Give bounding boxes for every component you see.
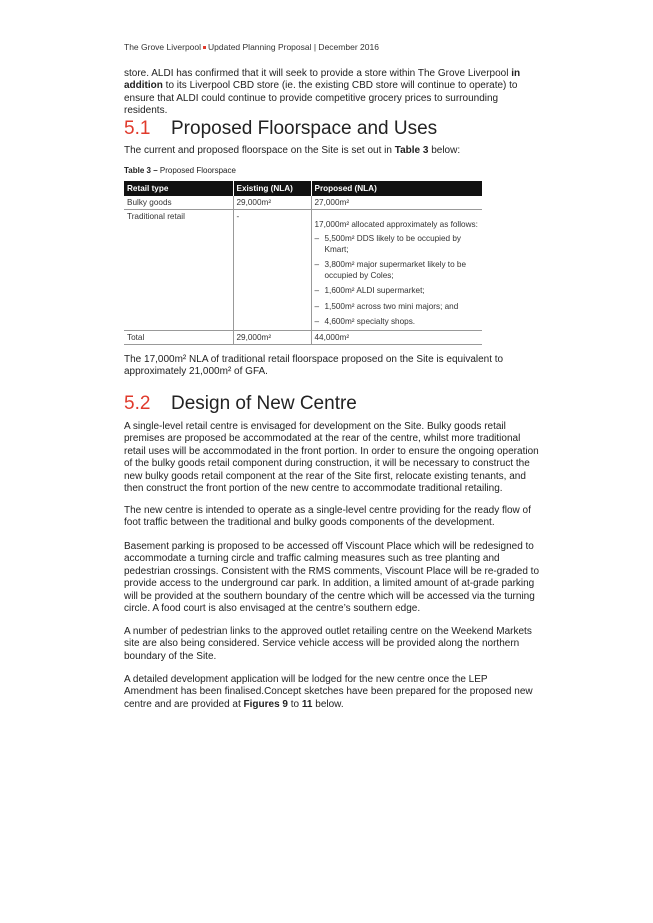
table-cell-intro: 17,000m² allocated approximately as follows: bbox=[314, 220, 478, 229]
header-doc-title: The Grove Liverpool bbox=[124, 42, 202, 52]
list-item: – 1,600m² ALDI supermarket; bbox=[315, 286, 480, 297]
red-square-icon bbox=[203, 46, 206, 49]
intro-paragraph bbox=[124, 68, 540, 118]
section-number: 5.2 bbox=[124, 393, 151, 414]
paragraph: A single-level retail centre is envisaged for development on the Site. Bulky goods retail premises are proposed be accommodated at the rear of the centre, whilst more traditional retail uses will be accommodated in the front portion. In order to ensure the ongoing operation of the bulky goods retail component during construction, it will be necessary to construct the new bulky goods retail component at the rear of the Site first, relocate existing tenants, and then construct the front portion of the new centre to accommodate traditional retailing. bbox=[124, 421, 539, 495]
section-heading-5-2 bbox=[124, 393, 357, 415]
table-cell: Traditional retail bbox=[124, 210, 233, 331]
section2-p2 bbox=[124, 505, 540, 530]
section2-p3 bbox=[124, 541, 540, 615]
section-title: Proposed Floorspace and Uses bbox=[171, 118, 438, 139]
paragraph-text: below. bbox=[312, 698, 344, 710]
table-cell: 29,000m² bbox=[233, 196, 311, 210]
table-row bbox=[124, 196, 482, 210]
list-item: – 1,500m² across two mini majors; and bbox=[315, 302, 480, 313]
table-cell: 44,000m² bbox=[311, 330, 482, 344]
lead-bold: Table 3 bbox=[394, 145, 429, 156]
paragraph-text: A detailed development application will be lodged for the new centre once the LEP Amendment has been finalised.Concept sketches have been prepared for the proposed new centre and are provided at bbox=[124, 674, 533, 710]
intro-bold: in addition bbox=[124, 68, 521, 92]
table-header-cell: Retail type bbox=[124, 181, 233, 196]
table-cell: 29,000m² bbox=[233, 330, 311, 344]
table-cell: - bbox=[233, 210, 311, 331]
section2-p4 bbox=[124, 626, 540, 663]
paragraph: The 17,000m² NLA of traditional retail floorspace proposed on the Site is equivalent to approximately 21,000m² of GFA. bbox=[124, 354, 504, 378]
table-cell: 27,000m² bbox=[311, 196, 482, 210]
table-caption bbox=[124, 166, 236, 175]
table-header-row bbox=[124, 181, 482, 196]
intro-text: store. ALDI has confirmed that it will seek to provide a store within The Grove Liverpool bbox=[124, 68, 512, 79]
table-row bbox=[124, 330, 482, 344]
section1-after-table bbox=[124, 354, 540, 379]
section-number: 5.1 bbox=[124, 118, 151, 139]
table-header-cell: Existing (NLA) bbox=[233, 181, 311, 196]
caption-label: Table 3 – bbox=[124, 166, 158, 175]
list-item: – 5,500m² DDS likely to be occupied by Kmart; bbox=[315, 234, 480, 255]
section2-p1 bbox=[124, 421, 540, 495]
list-item: – 4,600m² specialty shops. bbox=[315, 317, 480, 328]
lead-text-2: below: bbox=[428, 145, 461, 156]
figure-ref: 11 bbox=[301, 698, 313, 710]
allocation-list bbox=[315, 234, 480, 328]
page-header bbox=[124, 42, 379, 52]
floorspace-table bbox=[124, 181, 482, 345]
section1-lead bbox=[124, 145, 540, 157]
table-cell: Bulky goods bbox=[124, 196, 233, 210]
section2-p5 bbox=[124, 674, 540, 711]
section-heading-5-1 bbox=[124, 118, 437, 140]
paragraph-text: to bbox=[288, 698, 302, 710]
paragraph: Basement parking is proposed to be accessed off Viscount Place which will be redesigned to accommodate a turning circle and traffic calming measures such as tree planting and pedestrian crossings. Consistent with the RMS comments, Viscount Place will be re-graded to provide access to the underground car park. In addition, a limited amount of at-grade parking will be provided at the southern boundary of the centre which will be accessed via the turning circle. A food court is also envisaged at the centre’s southern edge. bbox=[124, 541, 540, 615]
list-item: – 3,800m² major supermarket likely to be occupied by Coles; bbox=[315, 260, 480, 281]
section-title: Design of New Centre bbox=[171, 393, 357, 414]
table-cell: Total bbox=[124, 330, 233, 344]
intro-text-2: to its Liverpool CBD store (ie. the existing CBD store will continue to operate) to ensure that ALDI could continue to provide competitive grocery prices to surrounding residents. bbox=[124, 80, 518, 117]
table-cell bbox=[311, 210, 482, 331]
header-doc-info: Updated Planning Proposal | December 2016 bbox=[208, 42, 379, 52]
table-header-cell: Proposed (NLA) bbox=[311, 181, 482, 196]
paragraph: The new centre is intended to operate as a single-level centre providing for the ready flow of foot traffic between the traditional and bulky goods components of the development. bbox=[124, 505, 531, 529]
lead-text: The current and proposed floorspace on the Site is set out in bbox=[124, 145, 395, 156]
figure-ref: Figures 9 bbox=[243, 698, 288, 710]
caption-text: Proposed Floorspace bbox=[157, 166, 236, 175]
paragraph: A number of pedestrian links to the approved outlet retailing centre on the Weekend Markets site are also being considered. Service vehicle access will be provided along the northern boundary of the Site. bbox=[124, 626, 532, 662]
table-row bbox=[124, 210, 482, 331]
